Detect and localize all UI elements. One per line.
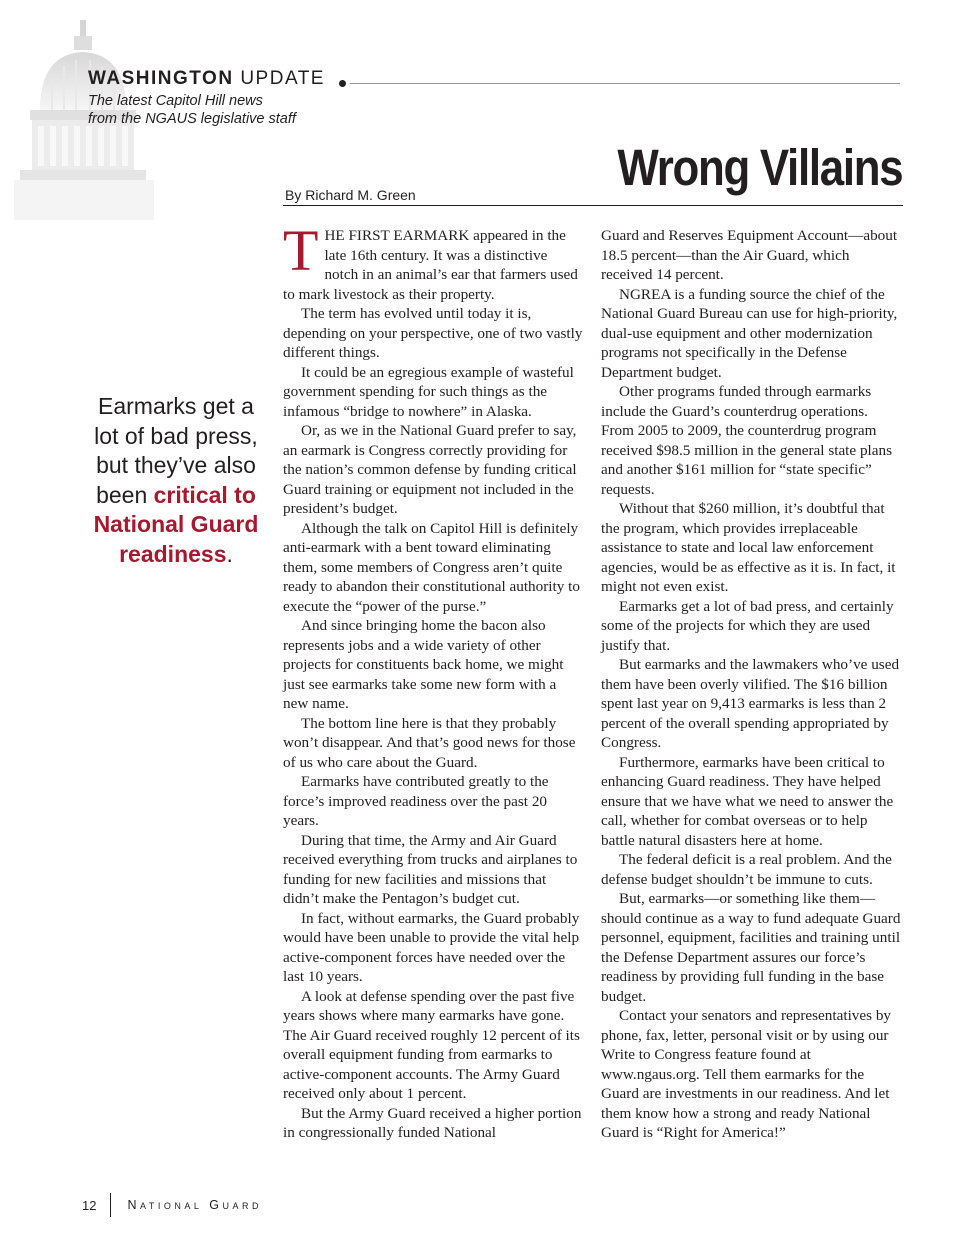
pull-quote [86,392,266,569]
paragraph: But, earmarks—or something like them—should continue as a way to fund adequate Guard personnel, equipment, facilities and training until the Defense Department assures our force’s readiness by providing full funding in the base budget. [601,890,901,1005]
paragraph: A look at defense spending over the past five years shows where many earmarks have gone. The Air Guard received roughly 12 percent of its overall equipment funding from earmarks to active-component accounts. The Army Guard received only about 1 percent. [283,987,580,1102]
section-subtitle [88,92,908,128]
section-title-bold: WASHINGTON [88,68,234,89]
paragraph: Earmarks get a lot of bad press, and certainly some of the projects for which they are used justify that. [601,597,894,654]
page-footer [82,1193,262,1217]
drop-cap: T [283,218,319,283]
article-title: Wrong Villains [617,139,902,196]
lead-smallcaps: HE FIRST EARMARK [324,227,470,244]
byline-rule [283,205,903,206]
article-column-1 [283,218,583,1143]
paragraph: Without that $260 million, it’s doubtful that the program, which provides irreplaceable assistance to state and local law enforcement agencies, would be as effective as it is. In fact, it might not even exist. [601,500,896,595]
paragraph: But the Army Guard received a higher portion in congressionally funded National [283,1104,582,1141]
section-title-light: UPDATE [233,68,325,89]
paragraph: It could be an egregious example of wasteful government spending for such things as the infamous “bridge to nowhere” in Alaska. [283,363,574,420]
paragraph: The federal deficit is a real problem. And the defense budget shouldn’t be immune to cuts. [601,851,892,888]
section-subtitle-line2: from the NGAUS legislative staff [88,111,296,127]
pull-quote-end: . [226,540,233,567]
header-rule [350,83,900,84]
header-rule-dot [339,80,346,87]
paragraph: NGREA is a funding source the chief of the National Guard Bureau can use for high-priority, dual-use equipment and other modernization programs not specifically in the Defense Department budget. [601,285,898,381]
section-title [88,68,908,90]
paragraph: Contact your senators and representatives by phone, fax, letter, personal visit or by using our Write to Congress feature found at www.ngaus.org. Tell them earmarks for the Guard are investments in our readiness. And let them know how a strong and ready National Guard is “Right for America!” [601,1007,892,1141]
paragraph: During that time, the Army and Air Guard received everything from trucks and airplanes to funding for new facilities and missions that didn’t make the Pentagon’s budget cut. [283,831,578,907]
paragraph-continued: Guard and Reserves Equipment Account—about 18.5 percent—than the Air Guard, which received 14 percent. [601,227,898,283]
paragraph: In fact, without earmarks, the Guard probably would have been unable to provide the vital help active-component forces have needed over the last 10 years. [283,909,580,985]
page-number: 12 [82,1197,97,1213]
paragraph: Or, as we in the National Guard prefer to say, an earmark is Congress correctly providing for the nation’s common defense by funding critical Guard training or equipment not included in the president’s budget. [283,422,577,517]
lead-paragraph [283,218,583,304]
paragraph: Although the talk on Capitol Hill is definitely anti-earmark with a bent toward eliminating them, some members of Congress aren’t quite ready to abandon their constitutional authority to execute the “power of the purse.” [283,519,580,615]
pull-quote-highlight: critical to National Guard readiness [93,481,259,567]
lead-text: appeared in the late 16th century. It was a distinctive notch in an animal’s ear that farmers used to mark livestock as their property. [283,227,578,303]
paragraph: And since bringing home the bacon also represents jobs and a wide variety of other projects for constituents back home, we might just see earmarks take some new form with a new name. [283,617,564,712]
paragraph: Earmarks have contributed greatly to the force’s improved readiness over the past 20 years. [283,773,549,829]
paragraph: Furthermore, earmarks have been critical to enhancing Guard readiness. They have helped ensure that we have what we need to answer the call, whether for combat overseas or to help battle natural disasters here at home. [601,753,894,849]
article-byline: By Richard M. Green [285,187,416,203]
paragraph: But earmarks and the lawmakers who’ve used them have been overly vilified. The $16 billion spent last year on 9,413 earmarks is less than 2 percent of the overall spending appropriated by Congress. [601,656,900,751]
publication-name: National Guard [127,1198,263,1212]
pull-quote-text: Earmarks get a lot of bad press, but they’ve also been [94,393,258,508]
footer-divider [110,1193,111,1217]
paragraph: The term has evolved until today it is, depending on your perspective, one of two vastly different things. [283,305,583,361]
section-subtitle-line1: The latest Capitol Hill news [88,93,263,109]
paragraph: Other programs funded through earmarks include the Guard’s counterdrug operations. From 2005 to 2009, the counterdrug program received $98.5 million in the general state plans and another $161 million for “state specific” requests. [601,383,893,498]
article-column-2 [601,226,903,1143]
paragraph: The bottom line here is that they probably won’t disappear. And that’s good news for those of us who care about the Guard. [283,714,576,771]
section-header [88,68,908,128]
